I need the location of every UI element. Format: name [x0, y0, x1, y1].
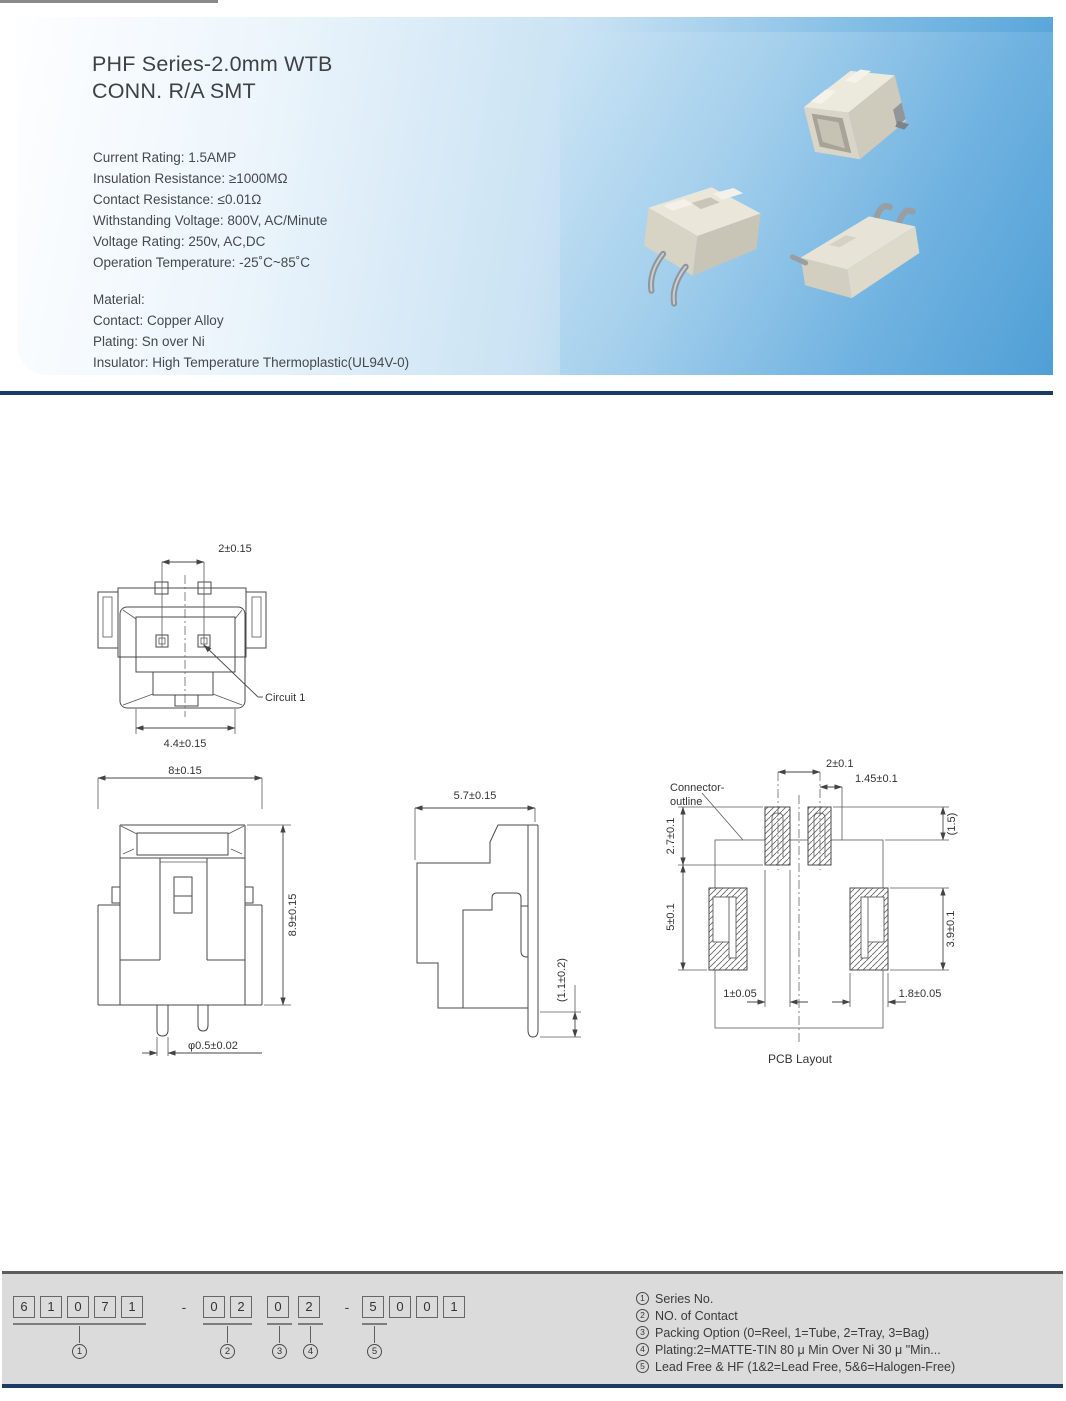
- legend-marker: 4: [636, 1343, 649, 1356]
- group-underline: [13, 1323, 146, 1325]
- dim-side-pad-len-label: 3.9±0.1: [945, 910, 957, 948]
- part-digit-box: 1: [443, 1296, 465, 1318]
- drawing-front-view: [90, 765, 315, 1065]
- drawing-pcb-layout: [650, 745, 970, 1075]
- marker-circle: 1: [72, 1344, 87, 1359]
- material-line: Insulator: High Temperature Thermoplastic(UL94V-0): [93, 355, 410, 370]
- page-title: [92, 51, 333, 105]
- dim-pin-label: φ0.5±0.02: [188, 1040, 238, 1052]
- connector-outline-label-2: outline: [670, 796, 703, 808]
- circuit1-label: Circuit 1: [265, 692, 306, 704]
- pcb-layout-caption: PCB Layout: [767, 1052, 833, 1066]
- marker-leader: [79, 1326, 80, 1343]
- material-line: Plating: Sn over Ni: [93, 334, 205, 349]
- spec-line: Current Rating: 1.5AMP: [93, 150, 237, 165]
- dim-top-pad-w-label: 1±0.05: [723, 988, 757, 1000]
- legend-text: Lead Free & HF (1&2=Lead Free, 5&6=Halogen-Free): [655, 1359, 956, 1374]
- dim-edge-label: 2.7±0.1: [665, 817, 677, 855]
- spec-line: Voltage Rating: 250v, AC,DC: [93, 234, 266, 249]
- marker-leader: [227, 1326, 228, 1343]
- legend-text: Plating:2=MATTE-TIN 80 μ Min Over Ni 30 μ "Min...: [655, 1342, 941, 1357]
- spec-line: Withstanding Voltage: 800V, AC/Minute: [93, 213, 328, 228]
- legend-text: Packing Option (0=Reel, 1=Tube, 2=Tray, 3=Bag): [655, 1325, 929, 1340]
- part-digit-box: 0: [267, 1296, 289, 1318]
- marker-circle: 5: [367, 1344, 382, 1359]
- dim-side-pad-w-label: 1.8±0.05: [898, 988, 942, 1000]
- title-line-1: PHF Series-2.0mm WTB: [92, 52, 333, 76]
- pcb-side-pads: [709, 888, 888, 970]
- section-divider: [0, 391, 1053, 395]
- part-digit-box: 1: [121, 1296, 143, 1318]
- dim-span-label: 5±0.1: [665, 903, 677, 931]
- marker-leader: [279, 1326, 280, 1343]
- dim-width-label: 8±0.15: [168, 765, 202, 777]
- drawing-top-view: [78, 535, 328, 760]
- group-underline: [362, 1323, 387, 1325]
- marker-circle: 2: [220, 1344, 235, 1359]
- connector-photo-illustration: [560, 32, 1053, 375]
- ordering-legend: [636, 1290, 955, 1375]
- dim-height-label: 8.9±0.15: [287, 893, 299, 937]
- spec-line: Contact Resistance: ≤0.01Ω: [93, 192, 262, 207]
- spec-line: Operation Temperature: -25˚C~85˚C: [93, 255, 310, 270]
- connector-photo-left: [637, 178, 763, 313]
- legend-row: [636, 1324, 955, 1341]
- connector-outline-label-1: Connector-: [670, 782, 725, 794]
- legend-marker: 1: [636, 1292, 649, 1305]
- marker-circle: 4: [303, 1344, 318, 1359]
- spec-list: [93, 147, 327, 273]
- part-number-dash: -: [181, 1299, 187, 1315]
- legend-row: [636, 1307, 955, 1324]
- part-digit-box: 7: [94, 1296, 116, 1318]
- marker-leader: [310, 1326, 311, 1343]
- marker-leader: [374, 1326, 375, 1343]
- part-digit-box: 1: [40, 1296, 62, 1318]
- dim-depth-label: 5.7±0.15: [453, 790, 497, 802]
- product-photo: [560, 32, 1053, 375]
- material-line: Contact: Copper Alloy: [93, 313, 224, 328]
- part-digit-box: 2: [298, 1296, 320, 1318]
- legend-row: [636, 1290, 955, 1307]
- dim-width-label: 4.4±0.15: [163, 738, 207, 750]
- pcb-top-pads: [765, 807, 831, 865]
- drawing-side-view: [405, 780, 590, 1070]
- part-digit-box: 0: [203, 1296, 225, 1318]
- title-line-2: CONN. R/A SMT: [92, 79, 256, 103]
- part-digit-box: 2: [230, 1296, 252, 1318]
- legend-text: Series No.: [655, 1291, 714, 1306]
- legend-row: [636, 1341, 955, 1358]
- part-number-dash: -: [344, 1299, 350, 1315]
- spec-line: Insulation Resistance: ≥1000MΩ: [93, 171, 288, 186]
- part-digit-box: 0: [67, 1296, 89, 1318]
- dim-pitch-label: 2±0.1: [826, 758, 854, 770]
- legend-marker: 3: [636, 1326, 649, 1339]
- dim-pad-offset-label: 1.45±0.1: [855, 773, 898, 785]
- part-digit-box: 0: [416, 1296, 438, 1318]
- legend-text: NO. of Contact: [655, 1308, 738, 1323]
- connector-photo-bottom-right: [787, 202, 925, 306]
- connector-photo-top-right: [798, 60, 914, 169]
- group-underline: [298, 1323, 323, 1325]
- group-underline: [203, 1323, 252, 1325]
- legend-row: [636, 1358, 955, 1375]
- part-digit-box: 6: [13, 1296, 35, 1318]
- part-digit-box: 5: [362, 1296, 384, 1318]
- marker-circle: 3: [272, 1344, 287, 1359]
- dim-standoff-label: (1.1±0.2): [556, 958, 568, 1002]
- dim-top-pad-len-label: (1.5): [946, 812, 958, 836]
- legend-marker: 2: [636, 1309, 649, 1322]
- legend-marker: 5: [636, 1360, 649, 1373]
- group-underline: [267, 1323, 292, 1325]
- material-list: [93, 289, 409, 373]
- part-digit-box: 0: [389, 1296, 411, 1318]
- page-edge-artifact: [0, 0, 218, 3]
- material-title: Material:: [93, 292, 145, 307]
- dim-pitch-label: 2±0.15: [218, 543, 252, 555]
